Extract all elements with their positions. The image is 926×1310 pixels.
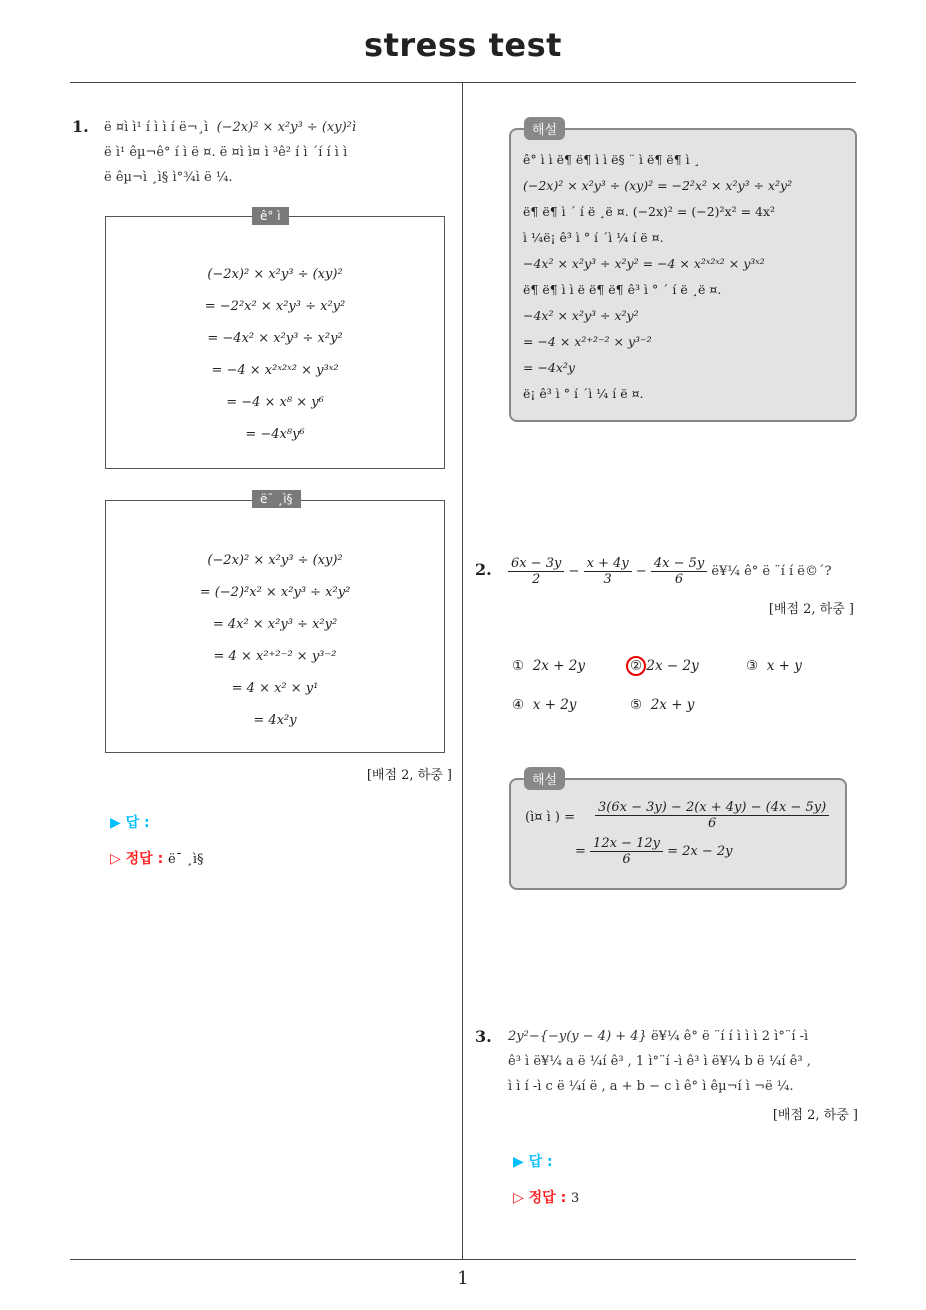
choice-4[interactable]: ④ x + 2y [512, 697, 577, 713]
solution-box [509, 778, 847, 890]
solution-lhs: (ì¤ ì ) = [525, 810, 576, 825]
question-math: 2y²−{−y(y − 4) + 4} [508, 1029, 647, 1044]
solution-fraction: $\frac{3(6x - 3y) - 2(x + 4y) - (4x - 5y)}{6}$ [595, 800, 829, 831]
solution-line: ë¶ ë¶ ì ì ë ë¶ ë¶ ê³ ì ° ´ í ë ¸ë ¤. [523, 282, 722, 297]
correct-answer [513, 1187, 579, 1207]
solution-box [509, 128, 857, 422]
fraction: $\frac{4x - 5y}{6}$ [651, 556, 707, 587]
answer-label: ▶ 답 : [513, 1154, 553, 1170]
question-text-line: ë ¤ì ì¹ í ì ì í ë¬¸ì [104, 120, 209, 135]
solution-line: = −4 × x²⁺²⁻² × y³⁻² [523, 334, 652, 349]
box-line: = 4x² × x²y³ ÷ x²y² [212, 617, 338, 632]
fraction: $\frac{x + 4y}{3}$ [584, 556, 632, 587]
solution-line: −4x² × x²y³ ÷ x²y² = −4 × x²ˣ²ˣ² × y³ˣ² [523, 256, 765, 271]
box-line: = 4 × x² × y¹ [231, 681, 319, 696]
choice-2[interactable]: ② 2x − 2y [630, 658, 699, 674]
box-tag: ê° ì [252, 207, 289, 225]
score-label: [배점 2, 하중 ] [768, 602, 854, 617]
question-number: 2. [475, 560, 492, 579]
fraction: $\frac{6x - 3y}{2}$ [508, 556, 564, 587]
score-label: [배점 2, 하중 ] [772, 1108, 858, 1123]
correct-label: ▷ 정답 : [513, 1190, 567, 1206]
top-rule [70, 82, 856, 83]
box-line: = −2²x² × x²y³ ÷ x²y² [204, 299, 346, 314]
correct-label: ▷ 정답 : [110, 851, 164, 867]
page-number: 1 [457, 1268, 469, 1289]
question-text: ë¥¼ ê° ë ¨í í ë©´? [711, 564, 832, 579]
solution-tag: 해설 [524, 767, 565, 790]
answer-box-a [105, 216, 445, 469]
page-title: stress test [364, 26, 562, 64]
question-text-line: ì ì í -ì c ë ¼í ë , a + b − c ì ê° ì êµ¬í ì ¬ë ¼. [508, 1079, 794, 1094]
box-tag: ë¯ ¸ì§ [252, 490, 301, 508]
box-line: = −4x² × x²y³ ÷ x²y² [207, 331, 343, 346]
question-text-line: ë ì¹ êµ¬ê° í ì ë ¤. ë ¤ì ì¤ ì ³ê² í ì ´í í ì ì [104, 145, 348, 160]
solution-line: ë¡ ê³ ì ° í ´ì ¼ í ë ¤. [523, 386, 644, 401]
answer-label: ▶ 답 : [110, 815, 150, 831]
correct-answer [110, 848, 204, 868]
box-line: = −4x⁸y⁶ [245, 427, 305, 442]
question-text-line: ë¥¼ ê° ë ¨í í ì ì ì 2 ì°¨í -ì [650, 1029, 809, 1044]
correct-value: ë¯ ¸ì§ [168, 852, 204, 867]
score-label: [배점 2, 하중 ] [366, 768, 452, 783]
question-text [104, 115, 449, 190]
operator: − [568, 564, 580, 579]
correct-value: 3 [571, 1191, 580, 1206]
choice-5[interactable]: ⑤ 2x + y [630, 697, 695, 713]
box-line: = 4 × x²⁺²⁻² × y³⁻² [213, 649, 337, 664]
bottom-rule [70, 1259, 856, 1260]
question-text-line: ê³ ì ë¥¼ a ë ¼í ê³ , 1 ì°¨í -ì ê³ ì ë¥¼ b ë ¼í ê³ , [508, 1054, 811, 1069]
solution-line: ì ¼ë¡ ê³ ì ° í ´ì ¼ í ë ¤. [523, 230, 664, 245]
answer-box-b [105, 500, 445, 753]
choice-3[interactable]: ③ x + y [746, 658, 802, 674]
solution-line: −4x² × x²y³ ÷ x²y² [523, 308, 639, 323]
selected-choice-mark [626, 656, 646, 676]
box-line: = −4 × x²ˣ²ˣ² × y³ˣ² [211, 363, 339, 378]
solution-line: ê° ì ì ë¶ ë¶ ì ì ë§ ¨ ì ë¶ ë¶ ì ¸ [523, 152, 700, 167]
box-line: (−2x)² × x²y³ ÷ (xy)² [207, 553, 343, 568]
solution-tag: 해설 [524, 117, 565, 140]
question-number: 3. [475, 1027, 492, 1046]
box-line: = (−2)²x² × x²y³ ÷ x²y² [199, 585, 351, 600]
solution-line: = −4x²y [523, 360, 575, 375]
solution-line: (−2x)² × x²y³ ÷ (xy)² = −2²x² × x²y³ ÷ x²y² [523, 178, 793, 193]
solution-step: = $\frac{12x - 12y}{6}$ = 2x − 2y [575, 836, 733, 867]
question-expression [508, 556, 831, 587]
box-line: = −4 × x⁸ × y⁶ [226, 395, 324, 410]
column-divider [462, 83, 463, 1259]
box-line: (−2x)² × x²y³ ÷ (xy)² [207, 267, 343, 282]
choice-1[interactable]: ① 2x + 2y [512, 658, 586, 674]
question-text-line: ë êµ¬ì ¸ì§ ì°¾ì ë ¼. [104, 170, 233, 185]
question-math: (−2x)² × x²y³ ÷ (xy)²ì [216, 120, 357, 135]
box-line: = 4x²y [253, 713, 297, 728]
operator: − [635, 564, 647, 579]
solution-line: ë¶ ë¶ ì ´ í ë ¸ë ¤. (−2x)² = (−2)²x² = 4x² [523, 204, 776, 219]
question-number: 1. [72, 117, 89, 136]
question-text [508, 1024, 858, 1099]
